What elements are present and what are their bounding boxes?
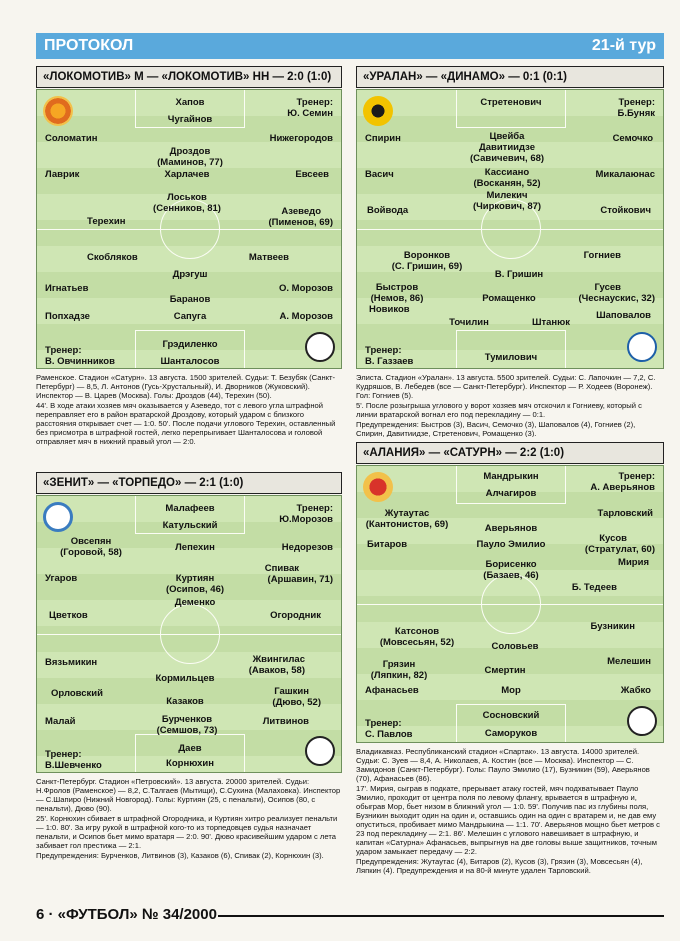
player: Деменко — [174, 597, 216, 608]
coach-label: Тренер: — [296, 503, 333, 514]
player: Шаповалов — [596, 310, 651, 321]
substitution: (Пименов, 69) — [268, 217, 333, 228]
player: Чугайнов — [167, 114, 213, 125]
coach-name: С. Павлов — [365, 729, 413, 740]
player: Кормильцев — [155, 673, 215, 684]
goalkeeper: Корнюхин — [166, 758, 214, 769]
coach-label: Тренер: — [365, 718, 402, 729]
player: Литвинов — [262, 716, 309, 727]
pitch-lokomotiv — [36, 89, 342, 369]
substitution: (Мовсесьян, 52) — [379, 637, 455, 648]
substitution: (Сенников, 81) — [153, 203, 221, 214]
player: А. Морозов — [279, 311, 333, 322]
coach-name: В. Газзаев — [365, 356, 414, 367]
substitution: (Осипов, 46) — [165, 584, 225, 595]
player: Афанасьев — [365, 685, 419, 696]
player: Угаров — [45, 573, 78, 584]
substitution: (С. Гришин, 69) — [391, 261, 463, 272]
player: Милекич — [486, 190, 528, 201]
player: Пауло Эмилио — [476, 539, 546, 550]
player: Нижегородов — [269, 133, 333, 144]
player: Ромащенко — [482, 293, 536, 304]
pitch-uralan — [356, 89, 664, 369]
report-paragraph: Предупреждения: Бурченков, Литвинов (3), Казаков (6), Спивак (2), Корнюхин (3). — [36, 851, 324, 860]
player: Матвеев — [248, 252, 289, 263]
player: Васич — [365, 169, 394, 180]
player: Алчагиров — [485, 488, 537, 499]
torpedo-logo-icon — [305, 736, 335, 766]
player: Овсепян — [70, 536, 112, 547]
zenit-logo-icon — [43, 502, 73, 532]
player: Казаков — [166, 696, 204, 707]
player: Игнатьев — [45, 283, 89, 294]
player: Семочко — [612, 133, 653, 144]
player: Азеведо — [281, 206, 321, 217]
substitution: (Аваков, 58) — [248, 665, 305, 676]
player: Евсеев — [295, 169, 329, 180]
section-banner — [36, 33, 664, 59]
player: Сосновский — [482, 710, 540, 721]
coach-name: В.Шевченко — [45, 760, 102, 771]
player: Лепехин — [175, 542, 215, 553]
player: Шанталосов — [160, 356, 220, 367]
substitution: (Немов, 86) — [370, 293, 424, 304]
player: Жвингилас — [252, 654, 305, 665]
player: Кассиано — [484, 167, 530, 178]
report-paragraph: Предупреждения: Быстров (3), Васич, Семочко (3), Шаповалов (4), Гогниев (2), Спирин, Давитиидзе, Стретенович, Ромащенко (3). — [356, 420, 636, 437]
player: Дрэгуш — [172, 269, 208, 280]
player: Точилин — [449, 317, 489, 328]
player: Спирин — [365, 133, 401, 144]
player: Недорезов — [281, 542, 333, 553]
match-report — [356, 373, 664, 437]
player: Новиков — [369, 304, 410, 315]
substitution: (Чиркович, 87) — [472, 201, 542, 212]
player: Лаврик — [45, 169, 80, 180]
coach-label: Тренер: — [296, 97, 333, 108]
report-paragraph: 44'. В ходе атаки хозяев мяч оказывается у Азеведо, тот с левого угла штрафной переправляет его в район вратарской Дроздову, который ударом с близкого расстояния открывает счет — 1:0. 50'. После подачи углового Терехин, оставленный без присмотра в штрафной гостей, легко перепрыгивает Шанталосова и головой отправляет мяч в нижний правый угол — 2:0. — [36, 401, 336, 446]
coach-name: А. Аверьянов — [590, 482, 655, 493]
player: В. Гришин — [494, 269, 544, 280]
player: Мелешин — [607, 656, 651, 667]
player: Харлачев — [164, 169, 210, 180]
saturn-logo-icon — [627, 706, 657, 736]
player: О. Морозов — [279, 283, 333, 294]
goalkeeper: Тумилович — [484, 352, 538, 363]
player: Цвейба — [489, 131, 525, 142]
player: Воронков — [403, 250, 451, 261]
player: Микалаюнас — [595, 169, 655, 180]
report-paragraph: 17'. Мирия, сыграв в подкате, прерывает атаку гостей, мяч подхватывает Пауло Эмилио, проходит от центра поля по левому флангу, врывается в штрафную и, обыграв Мор, бьет низом в ближний угол — 1:0. 59'. Получив пас из глубины поля, Бузникин выходит один на один и, оставшись один на один с вратарем и, не дав ему опуститься, пробивает мимо Мандрыкина — 1:1. 70'. Аверьянов мощно бьет метров с 23 под перекладину — 2:1. 86'. Мелешин с углового навешивает в штрафную, и капитан «Сатурна» Афанасьев, выпрыгнув на две головы выше защитников, точным ударом замыкает передачу — 2:2. — [356, 784, 660, 856]
match-title: «АЛАНИЯ» — «САТУРН» — 2:2 (1:0) — [356, 442, 664, 464]
goalkeeper: Самоpуков — [484, 728, 538, 739]
player: Бузникин — [590, 621, 635, 632]
pitch-alania — [356, 465, 664, 743]
lokomotiv-logo-icon — [43, 96, 73, 126]
player: Соловьев — [491, 641, 539, 652]
substitution: (Савичевич, 68) — [469, 153, 545, 164]
coach-name: Б.Буняк — [617, 108, 655, 119]
player: Бурченков — [161, 714, 213, 725]
substitution: (Дюво, 52) — [272, 697, 321, 708]
match-title: «ЛОКОМОТИВ» М — «ЛОКОМОТИВ» НН — 2:0 (1:0) — [36, 66, 342, 88]
coach-name: Ю. Семин — [287, 108, 333, 119]
footer-rule — [218, 915, 664, 917]
player: Катульский — [162, 520, 218, 531]
lokomotiv-nn-logo-icon — [305, 332, 335, 362]
player: Тарловский — [597, 508, 653, 519]
goalkeeper: Грэдиленко — [162, 339, 218, 350]
player: Катсонов — [394, 626, 440, 637]
player: Цветков — [49, 610, 88, 621]
player: Кусов — [599, 533, 627, 544]
coach-label: Тренер: — [45, 345, 82, 356]
goalkeeper: Малафеев — [165, 503, 215, 514]
player: Гогниев — [583, 250, 621, 261]
player: Б. Тедеев — [571, 582, 617, 593]
player: Спивак — [264, 563, 299, 574]
round-label: 21-й тур — [591, 37, 656, 54]
alania-logo-icon — [363, 472, 393, 502]
player: Соломатин — [45, 133, 98, 144]
player: Войвода — [367, 205, 409, 216]
report-paragraph: 25'. Корнюхин сбивает в штрафной Огородника, и Куртиян хитро реализует пенальти — 1:0. 80'. За игру рукой в штрафной кого-то из торпедовцев судья назначает пенальти, и Осипов бьет мимо вратаря — 2:0. 90'. Дюво красивейшим ударом с лета забивает гол престижа — 2:1. — [36, 814, 338, 850]
player: Терехин — [87, 216, 126, 227]
player: Борисенко — [485, 559, 537, 570]
substitution: (Семшов, 73) — [156, 725, 218, 736]
player: Стойкович — [600, 205, 651, 216]
coach-name: В. Овчинников — [45, 356, 115, 367]
player: Вязьмикин — [45, 657, 98, 668]
player: Попхадзе — [45, 311, 90, 322]
player: Дроздов — [169, 146, 211, 157]
goalkeeper: Мандрыкин — [483, 471, 539, 482]
player: Мор — [501, 685, 521, 696]
player: Баранов — [169, 294, 211, 305]
player: Смертин — [484, 665, 526, 676]
substitution: (Горовой, 58) — [60, 547, 122, 558]
player: Скобляков — [87, 252, 138, 263]
match-report — [36, 777, 342, 895]
coach-label: Тренер: — [618, 97, 655, 108]
player: Даев — [178, 743, 202, 754]
substitution: (Восканян, 52) — [473, 178, 541, 189]
report-paragraph: Предупреждения: Жутаутас (4), Битаров (2), Кусов (3), Грязин (3), Мовсесьян (4), Ляпкин (4). Предупреждения и на 80-й минуте удален Тарловский. — [356, 857, 643, 875]
player: Жабко — [620, 685, 651, 696]
pitch-zenit — [36, 495, 342, 773]
match-report — [36, 373, 342, 465]
coach-name: Ю.Морозов — [279, 514, 333, 525]
player: Гусев — [594, 282, 621, 293]
player: Штанюк — [531, 317, 571, 328]
player: Мирия — [618, 557, 649, 568]
player: Сапуга — [173, 311, 207, 322]
coach-label: Тренер: — [618, 471, 655, 482]
player: Гашкин — [274, 686, 309, 697]
match-report — [356, 747, 664, 899]
player: Жутаутас — [384, 508, 430, 519]
substitution: (Стратулат, 60) — [584, 544, 655, 555]
coach-label: Тренер: — [365, 345, 402, 356]
player: Малай — [45, 716, 76, 727]
player: Лоськов — [167, 192, 207, 203]
substitution: (Чеснаускис, 32) — [578, 293, 655, 304]
report-paragraph: Санкт-Петербург. Стадион «Петровский». 13 августа. 20000 зрителей. Судьи: Н.Фролов (Раменское) — 8,2, С.Талгаев (Мытищи), С.Сухина (Малаховка). Инспектор — С.Шапиро (Нижний Новгород). Голы: Куртиян (25, с пенальти), Осипов (80, с пенальти), Дюво (90). — [36, 777, 341, 813]
report-paragraph: 5'. После розыгрыша углового у ворот хозяев мяч отскочил к Гогниеву, который с линии вратарской вогнал его под перекладину — 0:1. — [356, 401, 642, 419]
player: Куртиян — [175, 573, 215, 584]
substitution: (Базаев, 46) — [483, 570, 539, 581]
substitution: (Ляпкин, 82) — [370, 670, 428, 681]
player: Орловский — [51, 688, 103, 699]
match-title: «ЗЕНИТ» — «ТОРПЕДО» — 2:1 (1:0) — [36, 472, 342, 494]
coach-label: Тренер: — [45, 749, 82, 760]
uralan-logo-icon — [363, 96, 393, 126]
player: Аверьянов — [484, 523, 538, 534]
player: Битаров — [367, 539, 408, 550]
page-footer: 6 · «ФУТБОЛ» № 34/2000 — [36, 906, 217, 923]
section-title: ПРОТОКОЛ — [44, 37, 134, 54]
player: Грязин — [382, 659, 416, 670]
substitution: (Аршавин, 71) — [267, 574, 333, 585]
dinamo-logo-icon — [627, 332, 657, 362]
player: Стретенович — [480, 97, 542, 108]
report-paragraph: Элиста. Стадион «Уралан». 13 августа. 5500 зрителей. Судьи: С. Лапочкин — 7,2, С. Кудряшов, В. Лебедев (все — Санкт-Петербург). Инспектор — Р. Ходеев (Воронеж). Гол: Гогниев (5). — [356, 373, 656, 400]
player: Давитиидзе — [478, 142, 536, 153]
player: Быстров — [375, 282, 419, 293]
player: Хапов — [175, 97, 205, 108]
player: Огородник — [270, 610, 321, 621]
substitution: (Кантонистов, 69) — [365, 519, 449, 530]
report-paragraph: Владикавказ. Республиканский стадион «Спартак». 13 августа. 14000 зрителей. Судьи: С. Зуев — 8,4, А. Николаев, А. Костин (все — Москва). Инспектор — С. Замидонов (Санкт-Петербург). Голы: Пауло Эмилио (17), Бузникин (59), Аверьянов (70), Афанасьев (86). — [356, 747, 650, 783]
report-paragraph: Раменское. Стадион «Сатурн». 13 августа. 1500 зрителей. Судьи: Т. Безубяк (Санкт-Петербург) — 8,5, Л. Антонов (Гусь-Хрустальный), И. Дворников (Жуковский). Инспектор — В. Царев (Москва). Голы: Дроздов (44), Терехин (50). — [36, 373, 336, 400]
substitution: (Маминов, 77) — [157, 157, 223, 168]
match-title: «УРАЛАН» — «ДИНАМО» — 0:1 (0:1) — [356, 66, 664, 88]
